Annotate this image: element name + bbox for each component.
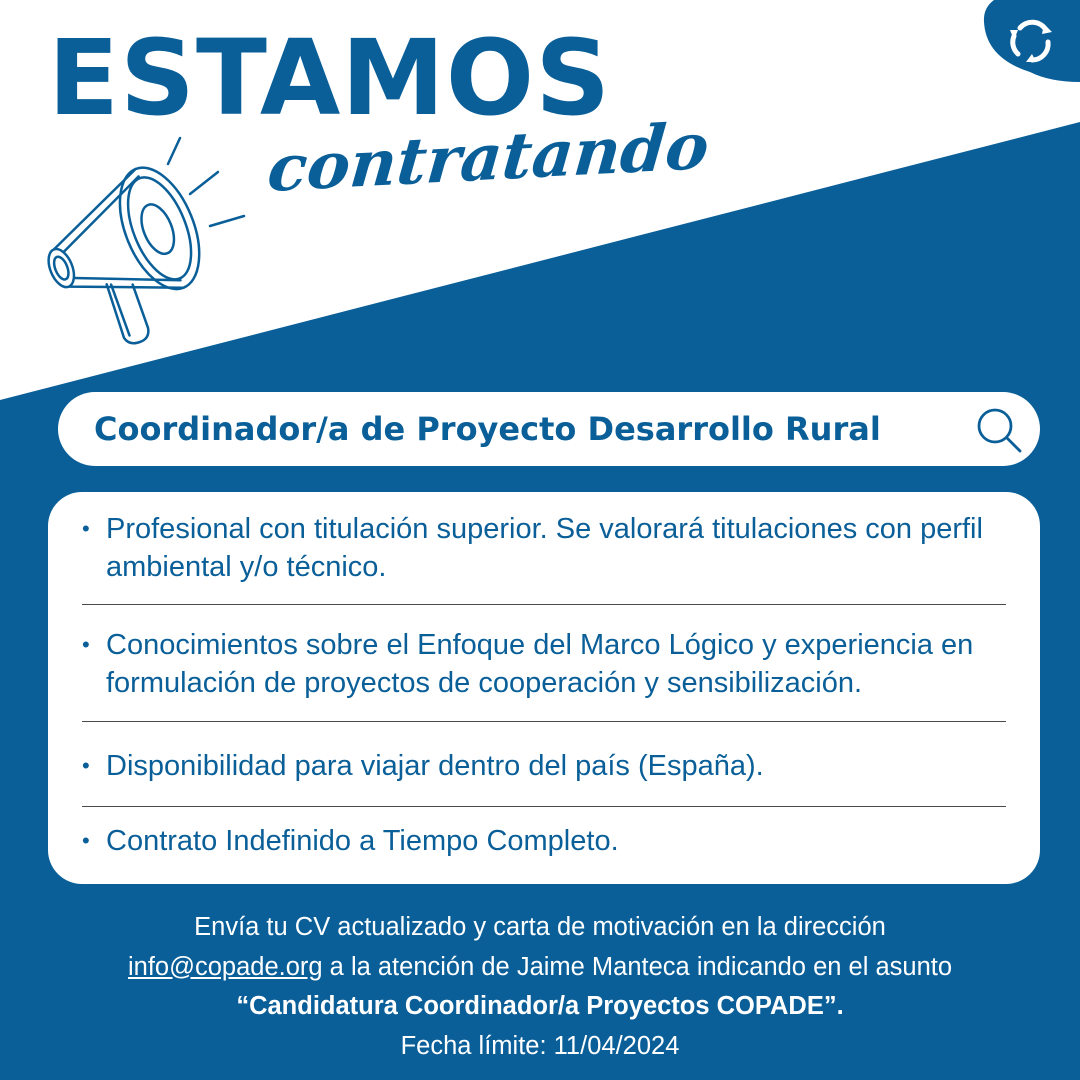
instructions-line-2-text: a la atención de Jaime Manteca indicando en el asunto bbox=[322, 952, 953, 981]
megaphone-icon bbox=[20, 130, 260, 370]
instructions-line-1: Envía tu CV actualizado y carta de motivación en la dirección bbox=[194, 913, 886, 941]
search-icon bbox=[974, 405, 1024, 455]
copade-logo bbox=[980, 0, 1080, 82]
divider bbox=[82, 806, 1006, 807]
divider bbox=[82, 604, 1006, 605]
requirement-text: Contrato Indefinido a Tiempo Completo. bbox=[106, 825, 619, 857]
requirement-item bbox=[82, 626, 1006, 702]
instructions-line-2 bbox=[0, 948, 1080, 988]
requirement-item bbox=[82, 822, 1006, 860]
script-word: contratando bbox=[264, 109, 712, 207]
requirement-text: Conocimientos sobre el Enfoque del Marco Lógico y experiencia en formulación de proyectos de cooperación y sensibilización. bbox=[106, 629, 974, 699]
requirement-item bbox=[82, 510, 1006, 586]
email-subject: “Candidatura Coordinador/a Proyectos COPADE”. bbox=[236, 992, 844, 1020]
bullet: • bbox=[82, 632, 90, 657]
bullet: • bbox=[82, 516, 90, 541]
job-title-pill bbox=[58, 392, 1040, 466]
application-instructions bbox=[0, 908, 1080, 1066]
bullet: • bbox=[82, 828, 90, 853]
requirement-item bbox=[82, 747, 1006, 785]
requirement-text: Disponibilidad para viajar dentro del país (España). bbox=[106, 750, 764, 782]
requirement-text: Profesional con titulación superior. Se valorará titulaciones con perfil ambiental y/o técnico. bbox=[106, 513, 983, 583]
email-link[interactable]: info@copade.org bbox=[127, 952, 323, 981]
requirements-card bbox=[48, 492, 1040, 884]
job-title: Coordinador/a de Proyecto Desarrollo Rural bbox=[94, 410, 881, 448]
deadline: Fecha límite: 11/04/2024 bbox=[400, 1031, 680, 1060]
headline: ESTAMOS bbox=[48, 17, 612, 139]
divider bbox=[82, 721, 1006, 722]
bullet: • bbox=[82, 753, 90, 778]
